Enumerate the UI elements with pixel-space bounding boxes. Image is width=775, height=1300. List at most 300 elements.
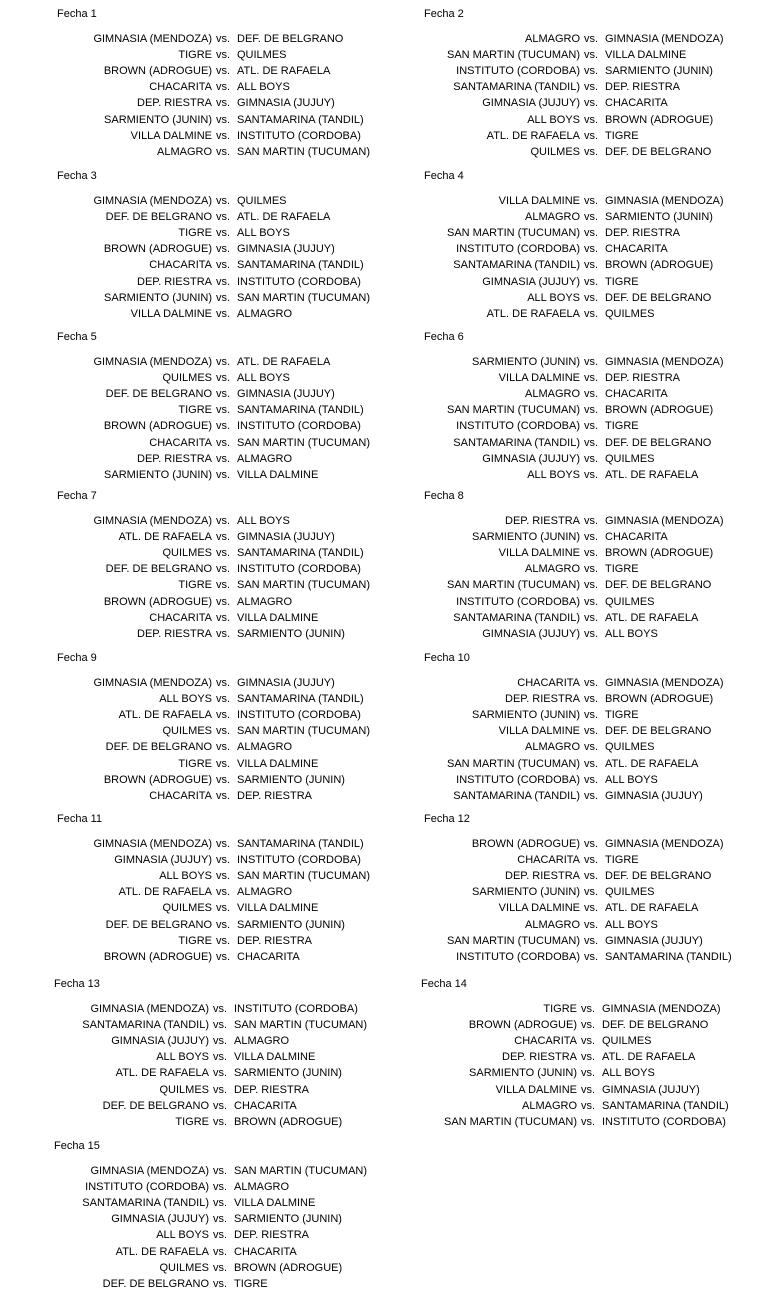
vs-label: vs. (584, 935, 599, 947)
home-team: DEP. RIESTRA (505, 693, 580, 705)
away-team: SANTAMARINA (TANDIL) (237, 114, 364, 126)
away-team: INSTITUTO (CORDOBA) (602, 1116, 726, 1128)
away-team: VILLA DALMINE (237, 758, 319, 770)
vs-label: vs. (584, 97, 599, 109)
fecha-title: Fecha 7 (57, 490, 97, 502)
match-row (0, 788, 775, 804)
match-row (0, 193, 775, 209)
home-team: INSTITUTO (CORDOBA) (456, 65, 580, 77)
home-team: BROWN (ADROGUE) (103, 65, 212, 77)
away-team: GIMNASIA (MENDOZA) (605, 677, 724, 689)
home-team: VILLA DALMINE (130, 130, 212, 142)
away-team: GIMNASIA (JUJUY) (237, 677, 335, 689)
match-row (0, 1017, 775, 1033)
vs-label: vs. (216, 725, 231, 737)
fecha-title: Fecha 12 (424, 813, 470, 825)
match-row (0, 836, 775, 852)
away-team: GIMNASIA (MENDOZA) (605, 356, 724, 368)
vs-label: vs. (216, 579, 231, 591)
match-row (0, 868, 775, 884)
away-team: SARMIENTO (JUNIN) (237, 628, 345, 640)
match-row (0, 1179, 775, 1195)
fecha-title: Fecha 8 (424, 490, 464, 502)
vs-label: vs. (584, 469, 599, 481)
vs-label: vs. (584, 420, 599, 432)
away-team: DEF. DE BELGRANO (605, 870, 712, 882)
away-team: SANTAMARINA (TANDIL) (237, 404, 364, 416)
away-team: DEP. RIESTRA (237, 935, 312, 947)
home-team: DEF. DE BELGRANO (105, 741, 212, 753)
vs-label: vs. (584, 372, 599, 384)
away-team: ALMAGRO (234, 1181, 290, 1193)
match-row (0, 577, 775, 593)
away-team: DEF. DE BELGRANO (605, 292, 712, 304)
away-team: INSTITUTO (CORDOBA) (237, 276, 361, 288)
away-team: TIGRE (605, 420, 639, 432)
match-row (0, 739, 775, 755)
vs-label: vs. (584, 547, 599, 559)
home-team: DEF. DE BELGRANO (102, 1278, 209, 1290)
vs-label: vs. (213, 1084, 228, 1096)
vs-label: vs. (584, 579, 599, 591)
match-row (0, 47, 775, 63)
away-team: BROWN (ADROGUE) (605, 693, 714, 705)
match-row (0, 79, 775, 95)
away-team: VILLA DALMINE (237, 612, 319, 624)
away-team: SAN MARTIN (TUCUMAN) (237, 146, 371, 158)
home-team: ALL BOYS (527, 114, 580, 126)
fecha-title: Fecha 2 (424, 8, 464, 20)
vs-label: vs. (584, 854, 599, 866)
away-team: GIMNASIA (JUJUY) (237, 388, 335, 400)
match-row (0, 1114, 775, 1130)
match-row (0, 1260, 775, 1276)
vs-label: vs. (584, 790, 599, 802)
away-team: ATL. DE RAFAELA (237, 65, 331, 77)
match-row (0, 610, 775, 626)
match-row (0, 306, 775, 322)
fecha-title: Fecha 6 (424, 331, 464, 343)
vs-label: vs. (584, 515, 599, 527)
match-row (0, 723, 775, 739)
home-team: SAN MARTIN (TUCUMAN) (446, 758, 580, 770)
home-team: SANTAMARINA (TANDIL) (453, 437, 580, 449)
vs-label: vs. (584, 81, 599, 93)
home-team: GIMNASIA (JUJUY) (482, 276, 580, 288)
vs-label: vs. (584, 211, 599, 223)
away-team: BROWN (ADROGUE) (605, 114, 714, 126)
home-team: DEF. DE BELGRANO (102, 1100, 209, 1112)
away-team: GIMNASIA (MENDOZA) (602, 1003, 721, 1015)
vs-label: vs. (584, 356, 599, 368)
away-team: ALMAGRO (237, 596, 293, 608)
match-row (0, 241, 775, 257)
away-team: VILLA DALMINE (605, 49, 687, 61)
home-team: INSTITUTO (CORDOBA) (85, 1181, 209, 1193)
vs-label: vs. (584, 563, 599, 575)
vs-label: vs. (584, 308, 599, 320)
home-team: BROWN (ADROGUE) (103, 596, 212, 608)
match-row (0, 402, 775, 418)
home-team: VILLA DALMINE (498, 902, 580, 914)
match-row (0, 1082, 775, 1098)
away-team: DEF. DE BELGRANO (605, 725, 712, 737)
vs-label: vs. (216, 758, 231, 770)
home-team: TIGRE (178, 579, 212, 591)
vs-label: vs. (584, 774, 599, 786)
away-team: DEP. RIESTRA (234, 1229, 309, 1241)
away-team: BROWN (ADROGUE) (234, 1262, 343, 1274)
away-team: ALMAGRO (237, 453, 293, 465)
vs-label: vs. (216, 292, 231, 304)
away-team: ALL BOYS (605, 774, 658, 786)
home-team: ATL. DE RAFAELA (486, 130, 580, 142)
home-team: CHACARITA (149, 259, 212, 271)
vs-label: vs. (213, 1181, 228, 1193)
home-team: DEF. DE BELGRANO (105, 388, 212, 400)
home-team: VILLA DALMINE (495, 1084, 577, 1096)
match-row (0, 1195, 775, 1211)
vs-label: vs. (216, 612, 231, 624)
away-team: SANTAMARINA (TANDIL) (602, 1100, 729, 1112)
away-team: INSTITUTO (CORDOBA) (237, 563, 361, 575)
vs-label: vs. (216, 49, 231, 61)
home-team: ATL. DE RAFAELA (118, 531, 212, 543)
vs-label: vs. (216, 65, 231, 77)
away-team: QUILMES (237, 195, 287, 207)
home-team: CHACARITA (517, 854, 580, 866)
vs-label: vs. (216, 276, 231, 288)
match-row (0, 274, 775, 290)
away-team: SARMIENTO (JUNIN) (234, 1213, 342, 1225)
home-team: DEF. DE BELGRANO (105, 211, 212, 223)
vs-label: vs. (581, 1100, 596, 1112)
away-team: GIMNASIA (JUJUY) (237, 243, 335, 255)
home-team: SANTAMARINA (TANDIL) (453, 259, 580, 271)
vs-label: vs. (581, 1116, 596, 1128)
home-team: QUILMES (159, 1262, 209, 1274)
match-row (0, 451, 775, 467)
home-team: GIMNASIA (MENDOZA) (90, 1165, 209, 1177)
home-team: GIMNASIA (MENDOZA) (93, 515, 212, 527)
vs-label: vs. (216, 404, 231, 416)
vs-label: vs. (216, 388, 231, 400)
vs-label: vs. (216, 114, 231, 126)
vs-label: vs. (216, 437, 231, 449)
home-team: VILLA DALMINE (498, 725, 580, 737)
vs-label: vs. (216, 130, 231, 142)
home-team: ALL BOYS (156, 1229, 209, 1241)
away-team: DEF. DE BELGRANO (605, 437, 712, 449)
home-team: SARMIENTO (JUNIN) (104, 114, 212, 126)
home-team: TIGRE (178, 404, 212, 416)
away-team: DEF. DE BELGRANO (605, 579, 712, 591)
away-team: DEP. RIESTRA (605, 372, 680, 384)
away-team: SAN MARTIN (TUCUMAN) (234, 1165, 368, 1177)
away-team: QUILMES (605, 596, 655, 608)
vs-label: vs. (216, 919, 231, 931)
vs-label: vs. (584, 114, 599, 126)
match-row (0, 1049, 775, 1065)
away-team: ALL BOYS (237, 81, 290, 93)
match-row (0, 852, 775, 868)
home-team: SANTAMARINA (TANDIL) (453, 612, 580, 624)
home-team: BROWN (ADROGUE) (103, 951, 212, 963)
match-row (0, 1227, 775, 1243)
vs-label: vs. (216, 308, 231, 320)
match-row (0, 1033, 775, 1049)
away-team: ALMAGRO (234, 1035, 290, 1047)
home-team: ALMAGRO (521, 1100, 577, 1112)
vs-label: vs. (581, 1019, 596, 1031)
home-team: ALL BOYS (159, 870, 212, 882)
vs-label: vs. (584, 596, 599, 608)
away-team: GIMNASIA (JUJUY) (602, 1084, 700, 1096)
vs-label: vs. (216, 195, 231, 207)
away-team: DEP. RIESTRA (237, 790, 312, 802)
vs-label: vs. (216, 774, 231, 786)
home-team: GIMNASIA (JUJUY) (482, 628, 580, 640)
away-team: SANTAMARINA (TANDIL) (237, 259, 364, 271)
fecha-title: Fecha 14 (421, 978, 467, 990)
away-team: INSTITUTO (CORDOBA) (237, 854, 361, 866)
away-team: SANTAMARINA (TANDIL) (237, 693, 364, 705)
match-row (0, 209, 775, 225)
away-team: GIMNASIA (MENDOZA) (605, 838, 724, 850)
vs-label: vs. (216, 97, 231, 109)
vs-label: vs. (584, 725, 599, 737)
home-team: GIMNASIA (MENDOZA) (93, 195, 212, 207)
fecha-title: Fecha 9 (57, 652, 97, 664)
away-team: QUILMES (605, 741, 655, 753)
home-team: BROWN (ADROGUE) (471, 838, 580, 850)
fecha-title: Fecha 3 (57, 170, 97, 182)
away-team: ALL BOYS (237, 227, 290, 239)
home-team: QUILMES (162, 902, 212, 914)
match-row (0, 290, 775, 306)
away-team: SARMIENTO (JUNIN) (234, 1067, 342, 1079)
home-team: ALL BOYS (527, 469, 580, 481)
vs-label: vs. (216, 628, 231, 640)
vs-label: vs. (584, 612, 599, 624)
away-team: VILLA DALMINE (237, 902, 319, 914)
away-team: QUILMES (602, 1035, 652, 1047)
away-team: DEF. DE BELGRANO (237, 33, 344, 45)
vs-label: vs. (584, 453, 599, 465)
match-row (0, 144, 775, 160)
home-team: DEP. RIESTRA (137, 628, 212, 640)
vs-label: vs. (216, 886, 231, 898)
vs-label: vs. (216, 453, 231, 465)
away-team: ALL BOYS (237, 372, 290, 384)
home-team: GIMNASIA (MENDOZA) (93, 33, 212, 45)
away-team: QUILMES (605, 886, 655, 898)
vs-label: vs. (216, 531, 231, 543)
vs-label: vs. (216, 243, 231, 255)
away-team: BROWN (ADROGUE) (605, 404, 714, 416)
home-team: DEP. RIESTRA (505, 870, 580, 882)
vs-label: vs. (216, 790, 231, 802)
home-team: QUILMES (159, 1084, 209, 1096)
away-team: TIGRE (605, 854, 639, 866)
home-team: BROWN (ADROGUE) (103, 774, 212, 786)
vs-label: vs. (216, 870, 231, 882)
away-team: SARMIENTO (JUNIN) (605, 211, 713, 223)
home-team: ATL. DE RAFAELA (118, 709, 212, 721)
vs-label: vs. (584, 741, 599, 753)
away-team: INSTITUTO (CORDOBA) (237, 709, 361, 721)
away-team: CHACARITA (605, 243, 668, 255)
home-team: QUILMES (530, 146, 580, 158)
away-team: SAN MARTIN (TUCUMAN) (237, 579, 371, 591)
vs-label: vs. (216, 741, 231, 753)
fecha-title: Fecha 4 (424, 170, 464, 182)
home-team: DEF. DE BELGRANO (105, 919, 212, 931)
away-team: CHACARITA (234, 1246, 297, 1258)
vs-label: vs. (213, 1278, 228, 1290)
vs-label: vs. (216, 693, 231, 705)
match-row (0, 529, 775, 545)
match-row (0, 386, 775, 402)
away-team: SAN MARTIN (TUCUMAN) (237, 437, 371, 449)
home-team: CHACARITA (149, 612, 212, 624)
vs-label: vs. (216, 469, 231, 481)
vs-label: vs. (581, 1067, 596, 1079)
vs-label: vs. (584, 758, 599, 770)
away-team: CHACARITA (605, 388, 668, 400)
vs-label: vs. (216, 146, 231, 158)
home-team: DEP. RIESTRA (505, 515, 580, 527)
vs-label: vs. (216, 211, 231, 223)
home-team: GIMNASIA (JUJUY) (111, 1213, 209, 1225)
match-row (0, 1065, 775, 1081)
fecha-title: Fecha 1 (57, 8, 97, 20)
home-team: INSTITUTO (CORDOBA) (456, 774, 580, 786)
home-team: VILLA DALMINE (498, 547, 580, 559)
vs-label: vs. (216, 547, 231, 559)
vs-label: vs. (584, 886, 599, 898)
home-team: BROWN (ADROGUE) (103, 243, 212, 255)
home-team: DEP. RIESTRA (137, 97, 212, 109)
match-row (0, 756, 775, 772)
home-team: VILLA DALMINE (498, 195, 580, 207)
vs-label: vs. (584, 276, 599, 288)
vs-label: vs. (216, 33, 231, 45)
home-team: ATL. DE RAFAELA (115, 1246, 209, 1258)
match-row (0, 626, 775, 642)
match-row (0, 917, 775, 933)
away-team: VILLA DALMINE (234, 1051, 316, 1063)
vs-label: vs. (584, 259, 599, 271)
away-team: VILLA DALMINE (234, 1197, 316, 1209)
away-team: ATL. DE RAFAELA (605, 902, 699, 914)
away-team: ALL BOYS (602, 1067, 655, 1079)
vs-label: vs. (213, 1262, 228, 1274)
home-team: GIMNASIA (JUJUY) (482, 453, 580, 465)
match-row (0, 31, 775, 47)
home-team: BROWN (ADROGUE) (468, 1019, 577, 1031)
home-team: INSTITUTO (CORDOBA) (456, 420, 580, 432)
home-team: SAN MARTIN (TUCUMAN) (446, 49, 580, 61)
fecha-title: Fecha 5 (57, 331, 97, 343)
away-team: DEF. DE BELGRANO (602, 1019, 709, 1031)
vs-label: vs. (584, 195, 599, 207)
home-team: ALL BOYS (156, 1051, 209, 1063)
match-row (0, 1098, 775, 1114)
vs-label: vs. (216, 854, 231, 866)
away-team: VILLA DALMINE (237, 469, 319, 481)
vs-label: vs. (584, 130, 599, 142)
vs-label: vs. (216, 935, 231, 947)
vs-label: vs. (584, 227, 599, 239)
vs-label: vs. (216, 677, 231, 689)
vs-label: vs. (213, 1100, 228, 1112)
home-team: TIGRE (178, 758, 212, 770)
home-team: INSTITUTO (CORDOBA) (456, 243, 580, 255)
home-team: SAN MARTIN (TUCUMAN) (446, 935, 580, 947)
home-team: QUILMES (162, 725, 212, 737)
match-row (0, 933, 775, 949)
vs-label: vs. (213, 1197, 228, 1209)
vs-label: vs. (216, 227, 231, 239)
away-team: INSTITUTO (CORDOBA) (234, 1003, 358, 1015)
away-team: BROWN (ADROGUE) (605, 547, 714, 559)
match-row (0, 354, 775, 370)
match-row (0, 95, 775, 111)
vs-label: vs. (216, 596, 231, 608)
away-team: DEP. RIESTRA (605, 227, 680, 239)
away-team: SAN MARTIN (TUCUMAN) (237, 725, 371, 737)
home-team: QUILMES (162, 372, 212, 384)
away-team: SANTAMARINA (TANDIL) (605, 951, 732, 963)
match-row (0, 370, 775, 386)
match-row (0, 594, 775, 610)
match-row (0, 435, 775, 451)
vs-label: vs. (584, 693, 599, 705)
away-team: GIMNASIA (JUJUY) (605, 790, 703, 802)
away-team: GIMNASIA (MENDOZA) (605, 515, 724, 527)
away-team: TIGRE (605, 563, 639, 575)
home-team: SARMIENTO (JUNIN) (472, 356, 580, 368)
vs-label: vs. (216, 356, 231, 368)
vs-label: vs. (213, 1019, 228, 1031)
home-team: ATL. DE RAFAELA (118, 886, 212, 898)
match-row (0, 561, 775, 577)
away-team: SARMIENTO (JUNIN) (237, 774, 345, 786)
home-team: GIMNASIA (JUJUY) (482, 97, 580, 109)
match-row (0, 884, 775, 900)
away-team: INSTITUTO (CORDOBA) (237, 420, 361, 432)
away-team: GIMNASIA (JUJUY) (237, 97, 335, 109)
away-team: GIMNASIA (JUJUY) (237, 531, 335, 543)
home-team: GIMNASIA (MENDOZA) (93, 356, 212, 368)
vs-label: vs. (584, 49, 599, 61)
vs-label: vs. (584, 838, 599, 850)
vs-label: vs. (216, 902, 231, 914)
away-team: DEP. RIESTRA (234, 1084, 309, 1096)
vs-label: vs. (213, 1051, 228, 1063)
home-team: ATL. DE RAFAELA (486, 308, 580, 320)
home-team: SAN MARTIN (TUCUMAN) (446, 227, 580, 239)
home-team: CHACARITA (517, 677, 580, 689)
home-team: CHACARITA (149, 790, 212, 802)
match-row (0, 949, 775, 965)
away-team: BROWN (ADROGUE) (605, 259, 714, 271)
match-row (0, 112, 775, 128)
home-team: ALMAGRO (524, 563, 580, 575)
home-team: TIGRE (543, 1003, 577, 1015)
home-team: DEP. RIESTRA (137, 276, 212, 288)
